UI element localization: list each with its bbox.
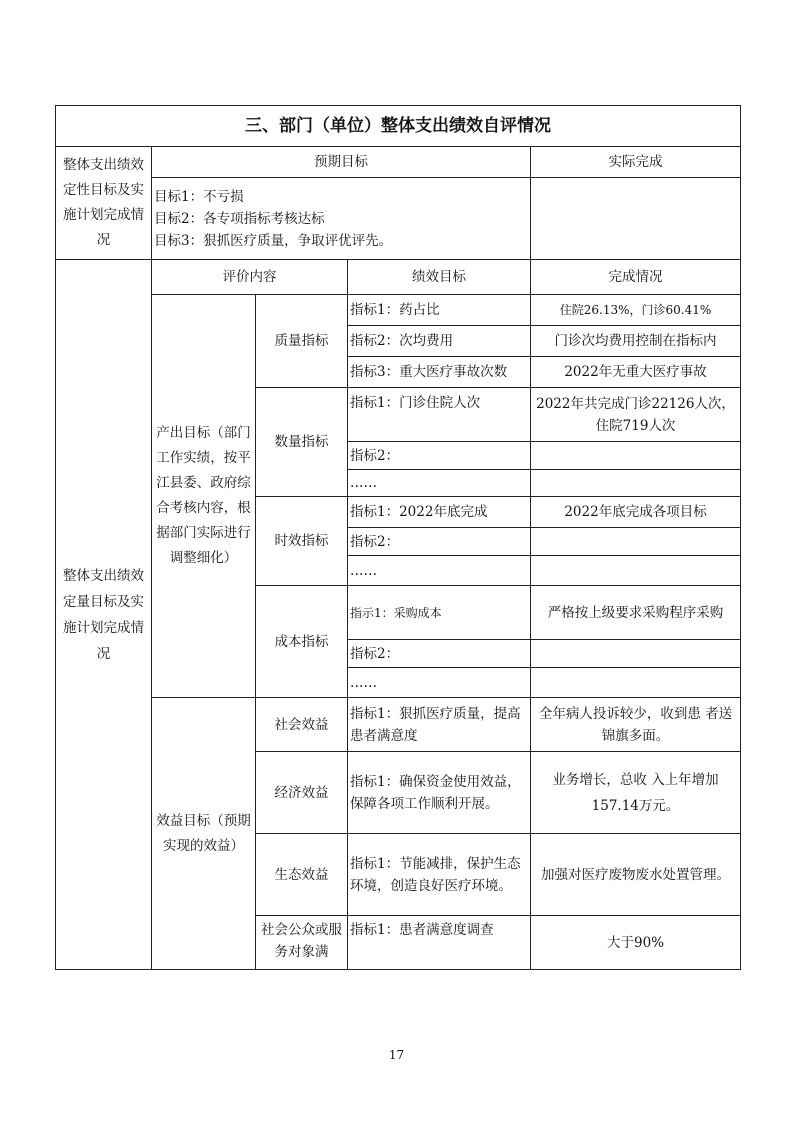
indicator-target: 指标2： xyxy=(348,528,531,556)
indicator-target: 指标1：节能减排，保护生态环境，创造良好医疗环境。 xyxy=(348,834,531,916)
goal-item: 目标3：狠抓医疗质量，争取评优评先。 xyxy=(154,232,393,249)
indicator-result: 严格按上级要求采购程序采购 xyxy=(531,586,741,640)
indicator-target: 指标1：门诊住院人次 xyxy=(348,388,531,442)
indicator-target: …… xyxy=(348,470,531,497)
benefit-indicator-label: 生态效益 xyxy=(256,834,348,916)
performance-target-header: 绩效目标 xyxy=(348,260,531,295)
indicator-target: 指标1：患者满意度调查 xyxy=(348,916,531,970)
benefit-indicator-label: 经济效益 xyxy=(256,752,348,834)
quantitative-label: 整体支出绩效定量目标及实施计划完成情况 xyxy=(56,260,152,970)
output-target-label: 产出目标（部门工作实绩，按平江县委、政府综合考核内容，根据部门实际进行调整细化） xyxy=(152,295,256,698)
indicator-target: 指标1：2022年底完成 xyxy=(348,497,531,528)
goal-item: 目标1：不亏损 xyxy=(154,188,244,205)
qualitative-label: 整体支出绩效定性目标及实施计划完成情况 xyxy=(56,147,152,260)
indicator-target: 指标2：次均费用 xyxy=(348,326,531,357)
indicator-result xyxy=(531,470,741,497)
evaluation-content-header: 评价内容 xyxy=(152,260,348,295)
indicator-result xyxy=(531,640,741,668)
indicator-result: 住院26.13%，门诊60.41% xyxy=(531,295,741,326)
benefit-indicator-label: 社会公众或服务对象满 xyxy=(256,916,348,970)
indicator-result: 门诊次均费用控制在指标内 xyxy=(531,326,741,357)
indicator-target: …… xyxy=(348,668,531,698)
indicator-result: 加强对医疗废物废水处置管理。 xyxy=(531,834,741,916)
goal-item: 目标2：各专项指标考核达标 xyxy=(154,210,325,227)
actual-completion-value xyxy=(531,178,741,260)
indicator-result xyxy=(531,556,741,586)
indicator-result: 业务增长，总收 入上年增加157.14万元。 xyxy=(531,752,741,834)
indicator-result xyxy=(531,528,741,556)
quality-indicator-label: 质量指标 xyxy=(256,295,348,388)
indicator-result: 全年病人投诉较少，收到患 者送锦旗多面。 xyxy=(531,698,741,752)
benefit-target-label: 效益目标（预期实现的效益） xyxy=(152,698,256,970)
indicator-target: 指示1：采购成本 xyxy=(348,586,531,640)
indicator-target: 指标2： xyxy=(348,442,531,470)
indicator-target: 指标3：重大医疗事故次数 xyxy=(348,357,531,388)
actual-completion-header: 实际完成 xyxy=(531,147,741,178)
timeliness-indicator-label: 时效指标 xyxy=(256,497,348,586)
benefit-indicator-label: 社会效益 xyxy=(256,698,348,752)
indicator-target: 指标1：狠抓医疗质量，提高患者满意度 xyxy=(348,698,531,752)
evaluation-table xyxy=(55,105,741,970)
quantity-indicator-label: 数量指标 xyxy=(256,388,348,497)
indicator-target: …… xyxy=(348,556,531,586)
performance-self-evaluation-section xyxy=(55,105,740,970)
indicator-target: 指标1：确保资金使用效益，保障各项工作顺利开展。 xyxy=(348,752,531,834)
page-number: 17 xyxy=(388,1048,405,1062)
completion-status-header: 完成情况 xyxy=(531,260,741,295)
indicator-result xyxy=(531,442,741,470)
indicator-result xyxy=(531,668,741,698)
indicator-result: 2022年共完成门诊22126人次，住院719人次 xyxy=(531,388,741,442)
indicator-target: 指标2： xyxy=(348,640,531,668)
section-title: 三、部门（单位）整体支出绩效自评情况 xyxy=(56,106,741,147)
cost-indicator-label: 成本指标 xyxy=(256,586,348,698)
indicator-result: 大于90% xyxy=(531,916,741,970)
expected-goal-header: 预期目标 xyxy=(152,147,531,178)
indicator-result: 2022年底完成各项目标 xyxy=(531,497,741,528)
indicator-target: 指标1：药占比 xyxy=(348,295,531,326)
indicator-result: 2022年无重大医疗事故 xyxy=(531,357,741,388)
expected-goals xyxy=(152,178,531,260)
